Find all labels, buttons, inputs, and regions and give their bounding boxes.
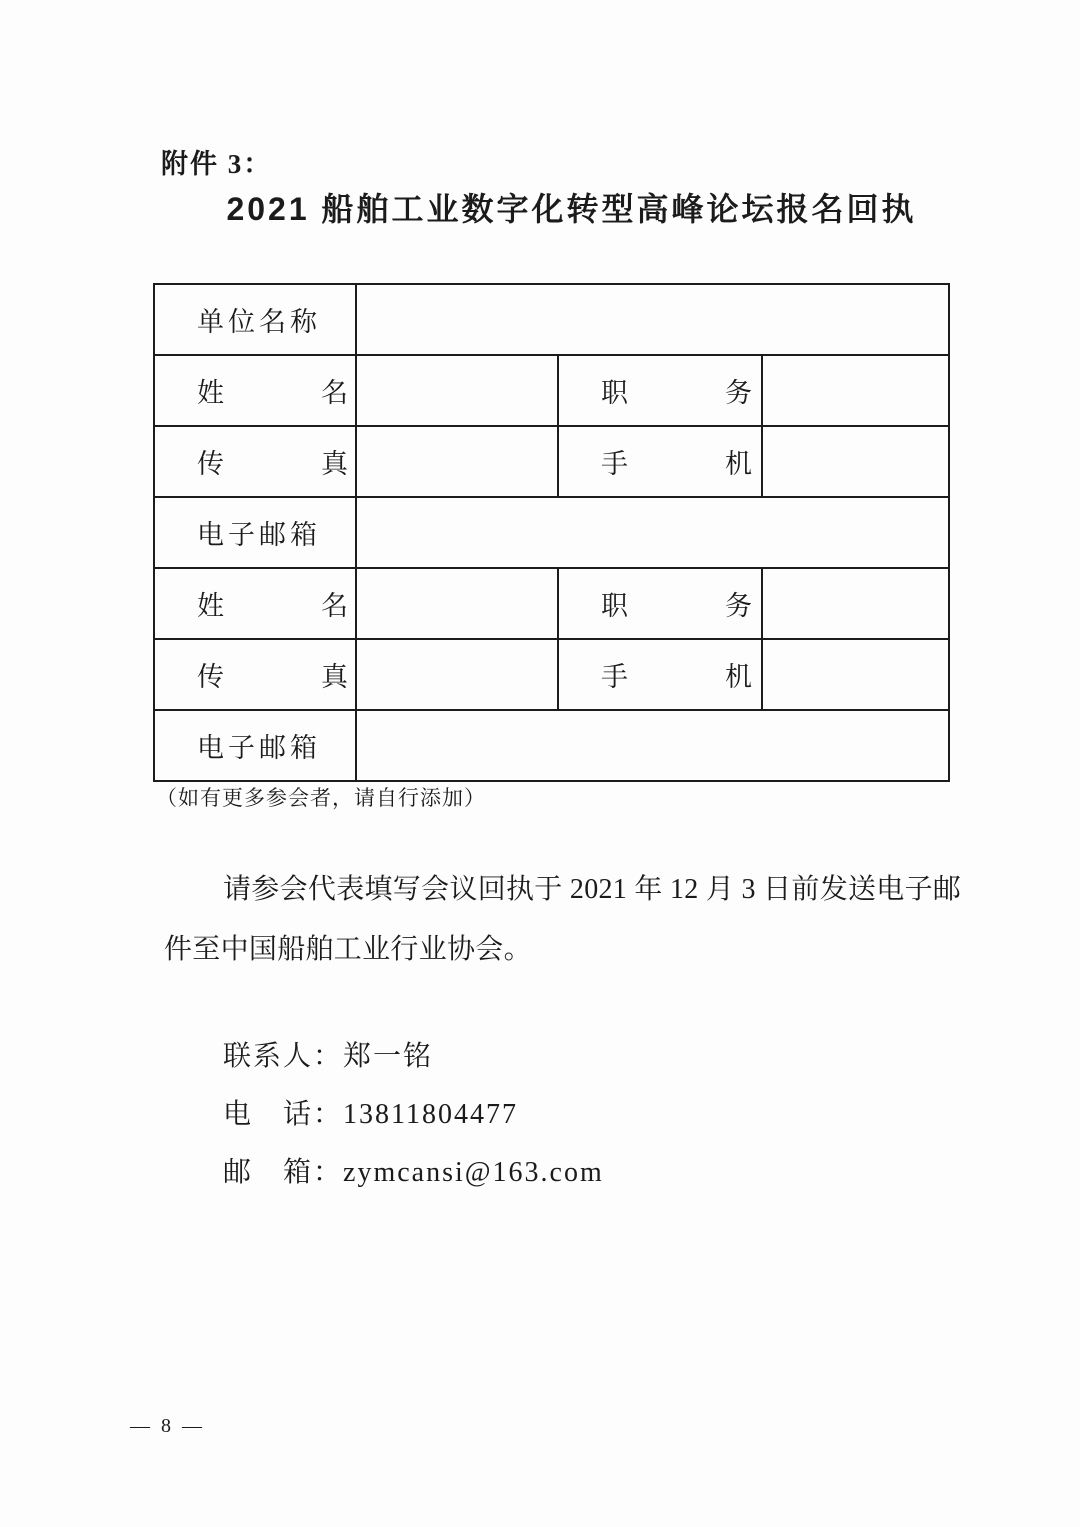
contact-email-label: 邮 箱： — [223, 1157, 344, 1188]
email-2-input-cell[interactable] — [356, 710, 949, 781]
field-label-company-name: 单位名称 — [154, 284, 356, 355]
field-label-email-1: 电子邮箱 — [154, 497, 356, 568]
contact-person-value: 郑一铭 — [343, 1041, 434, 1072]
attachment-label: 附件 3： — [161, 149, 273, 179]
position-2-input-cell[interactable] — [762, 568, 949, 639]
table-row — [154, 426, 949, 497]
fax-2-input-cell[interactable] — [356, 639, 558, 710]
field-label-name-1: 姓 名 — [154, 355, 356, 426]
page-number: — 8 — — [130, 1415, 205, 1437]
name-2-input-cell[interactable] — [356, 568, 558, 639]
name-1-input-cell[interactable] — [356, 355, 558, 426]
table-row — [154, 355, 949, 426]
position-1-input-cell[interactable] — [762, 355, 949, 426]
field-label-fax-1: 传 真 — [154, 426, 356, 497]
table-row — [154, 639, 949, 710]
field-label-position-1: 职 务 — [558, 355, 762, 426]
email-1-input-cell[interactable] — [356, 497, 949, 568]
contact-line-phone — [223, 1086, 604, 1144]
contact-line-email — [223, 1144, 604, 1202]
paragraph-line: 请参会代表填写会议回执于 2021 年 12 月 3 日前发送电子邮 — [223, 874, 962, 905]
field-label-name-2: 姓 名 — [154, 568, 356, 639]
company-name-input-cell[interactable] — [356, 284, 949, 355]
field-label-email-2: 电子邮箱 — [154, 710, 356, 781]
paragraph-line: 件至中国船舶工业行业协会。 — [164, 934, 532, 965]
table-row — [154, 568, 949, 639]
fax-1-input-cell[interactable] — [356, 426, 558, 497]
contact-phone-value: 13811804477 — [343, 1099, 518, 1130]
field-label-position-2: 职 务 — [558, 568, 762, 639]
table-note: （如有更多参会者，请自行添加） — [156, 786, 486, 810]
field-label-mobile-2: 手 机 — [558, 639, 762, 710]
mobile-1-input-cell[interactable] — [762, 426, 949, 497]
table-row — [154, 710, 949, 781]
contact-person-label: 联系人： — [223, 1041, 344, 1072]
table-row — [154, 284, 949, 355]
contact-email-value: zymcansi@163.com — [343, 1157, 604, 1188]
contact-line-person — [223, 1028, 604, 1086]
registration-form-table — [153, 283, 950, 782]
field-label-mobile-1: 手 机 — [558, 426, 762, 497]
contact-block — [223, 1028, 604, 1202]
mobile-2-input-cell[interactable] — [762, 639, 949, 710]
body-paragraph — [164, 860, 984, 980]
page-title: 2021 船舶工业数字化转型高峰论坛报名回执 — [226, 191, 917, 227]
field-label-fax-2: 传 真 — [154, 639, 356, 710]
table-row — [154, 497, 949, 568]
contact-phone-label: 电 话： — [223, 1099, 344, 1130]
